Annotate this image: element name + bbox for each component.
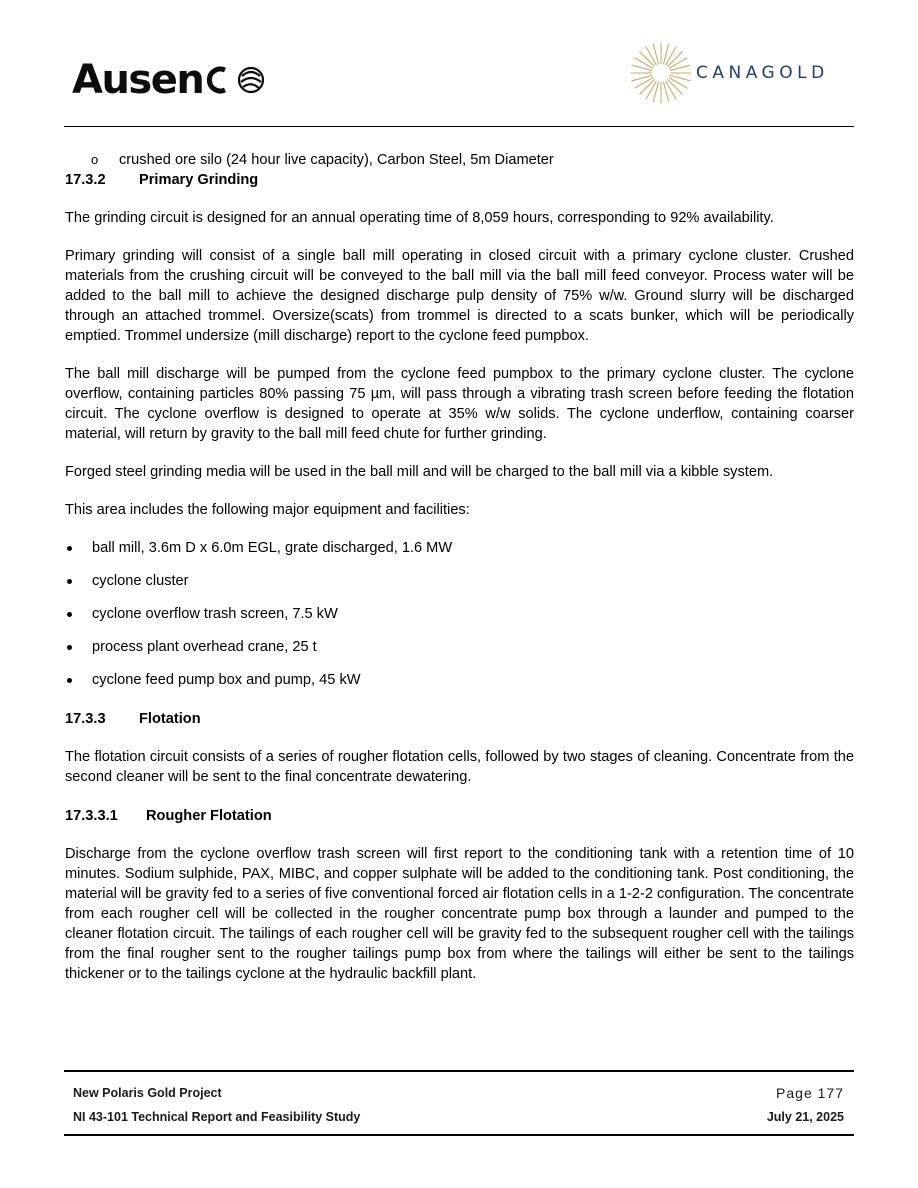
list-item bbox=[65, 150, 854, 170]
section-heading-17-3-2 bbox=[65, 170, 854, 190]
canagold-logo bbox=[630, 42, 829, 104]
bullet-icon bbox=[67, 579, 72, 584]
canagold-logo-text: CANAGOLD bbox=[696, 63, 829, 83]
hollow-bullet-icon: o bbox=[91, 152, 99, 167]
ausenco-swirl-icon bbox=[205, 62, 271, 98]
footer-page-number: Page 177 bbox=[776, 1085, 844, 1101]
bullet-icon bbox=[67, 645, 72, 650]
list-item bbox=[65, 571, 854, 591]
footer-project: New Polaris Gold Project bbox=[73, 1086, 222, 1100]
paragraph: Primary grinding will consist of a single ball mill operating in closed circuit with a primary cyclone cluster. Crushed materials from the crushing circuit will be conveyed to the ball mill via the ball mill feed conveyor. Process water will be added to the ball mill to achieve the designed discharge pulp density of 75% w/w. Ground slurry will be discharged through an attached trommel. Oversize(scats) from trommel is directed to a scats bunker, which will be periodically emptied. Trommel undersize (mill discharge) report to the cyclone feed pumpbox. bbox=[65, 248, 854, 344]
bullet-icon bbox=[67, 612, 72, 617]
footer-divider-bottom bbox=[64, 1134, 854, 1136]
paragraph: The grinding circuit is designed for an annual operating time of 8,059 hours, corresponding to 92% availability. bbox=[65, 210, 774, 226]
section-number: 17.3.2 bbox=[65, 172, 106, 188]
list-item bbox=[65, 670, 854, 690]
list-item-text: cyclone cluster bbox=[92, 573, 189, 589]
section-number: 17.3.3 bbox=[65, 711, 106, 727]
list-item bbox=[65, 604, 854, 624]
list-item-text: crushed ore silo (24 hour live capacity), Carbon Steel, 5m Diameter bbox=[119, 152, 554, 168]
list-item bbox=[65, 637, 854, 657]
header-divider bbox=[64, 126, 854, 127]
paragraph: The ball mill discharge will be pumped from the cyclone feed pumpbox to the primary cyclone cluster. The cyclone overflow, containing particles 80% passing 75 µm, will pass through a vibrating trash screen before feeding the flotation circuit. The cyclone overflow is designed to operate at 35% w/w solids. The cyclone underflow, containing coarser material, will return by gravity to the ball mill feed chute for further grinding. bbox=[65, 366, 854, 442]
list-item bbox=[65, 538, 854, 558]
paragraph: Forged steel grinding media will be used in the ball mill and will be charged to the ball mill via a kibble system. bbox=[65, 464, 774, 480]
footer-divider-top bbox=[64, 1070, 854, 1072]
paragraph: Discharge from the cyclone overflow trash screen will first report to the conditioning tank with a retention time of 10 minutes. Sodium sulphide, PAX, MIBC, and copper sulphate will be added to the conditioning tank. Post conditioning, the material will be gravity fed to a series of five conventional forced air flotation cells in a 1-2-2 configuration. The concentrate from each rougher cell will be collected in the rougher concentrate pump box through a launder and pumped to the cleaner flotation circuit. The tailings of each rougher cell will be gravity fed to the subsequent rougher cell with the tailings from the final rougher sent to the rougher tailings pump box from where the tailings will either be sent to the tailings thickener or to the tailings cyclone at the hydraulic backfill plant. bbox=[65, 846, 854, 982]
paragraph: The flotation circuit consists of a series of rougher flotation cells, followed by two stages of cleaning. Concentrate from the second cleaner will be sent to the final concentrate dewatering. bbox=[65, 749, 854, 785]
document-body bbox=[65, 150, 854, 984]
equipment-list bbox=[65, 538, 854, 690]
section-title: Rougher Flotation bbox=[146, 808, 272, 824]
footer-report: NI 43-101 Technical Report and Feasibility Study bbox=[73, 1110, 361, 1124]
list-item-text: cyclone feed pump box and pump, 45 kW bbox=[92, 672, 361, 688]
list-item-text: cyclone overflow trash screen, 7.5 kW bbox=[92, 606, 338, 622]
section-heading-17-3-3-1 bbox=[65, 806, 854, 826]
list-item-text: process plant overhead crane, 25 t bbox=[92, 639, 317, 655]
list-item-text: ball mill, 3.6m D x 6.0m EGL, grate discharged, 1.6 MW bbox=[92, 540, 453, 556]
paragraph: This area includes the following major equipment and facilities: bbox=[65, 502, 470, 518]
bullet-icon bbox=[67, 678, 72, 683]
ausenco-logo-text: Ausen bbox=[72, 57, 204, 103]
ausenco-logo bbox=[72, 56, 271, 104]
footer-date: July 21, 2025 bbox=[766, 1110, 844, 1124]
sunburst-icon bbox=[630, 42, 692, 104]
section-heading-17-3-3 bbox=[65, 709, 854, 729]
section-title: Flotation bbox=[139, 711, 201, 727]
section-number: 17.3.3.1 bbox=[65, 808, 118, 824]
section-title: Primary Grinding bbox=[139, 172, 259, 188]
bullet-icon bbox=[67, 546, 72, 551]
